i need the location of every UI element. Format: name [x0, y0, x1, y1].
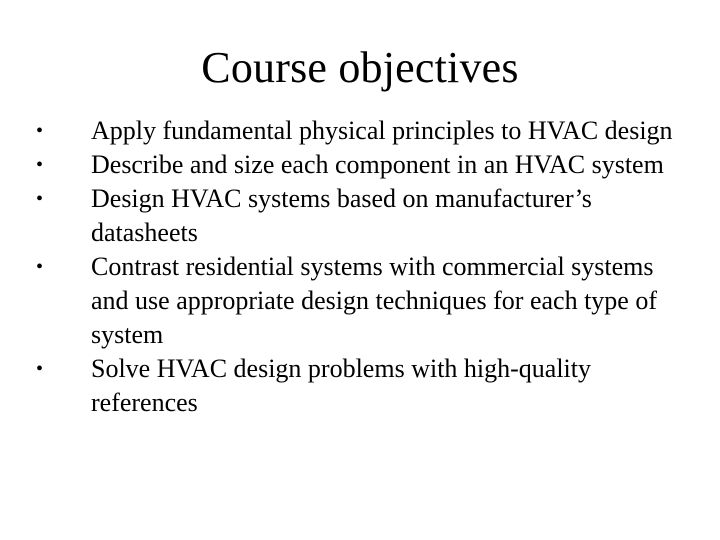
objectives-list [36, 114, 676, 420]
objective-item [36, 352, 676, 420]
objective-text: Contrast residential systems with commercial systems and use appropriate design techniques for each type of system [91, 252, 658, 349]
slide-title: Course objectives [201, 43, 519, 92]
objective-item [36, 114, 676, 148]
objective-text: Apply fundamental physical principles to HVAC design [91, 116, 673, 145]
bullet-icon: • [36, 256, 44, 278]
objective-item [36, 182, 676, 250]
objective-text: Solve HVAC design problems with high-quality references [91, 354, 592, 417]
objective-text: Design HVAC systems based on manufacturer’s datasheets [91, 184, 592, 247]
bullet-icon: • [36, 154, 44, 176]
bullet-icon: • [36, 358, 44, 380]
bullet-icon: • [36, 120, 44, 142]
objective-text: Describe and size each component in an HVAC system [91, 150, 664, 179]
bullet-icon: • [36, 188, 44, 210]
objective-item [36, 250, 676, 352]
objective-item [36, 148, 676, 182]
